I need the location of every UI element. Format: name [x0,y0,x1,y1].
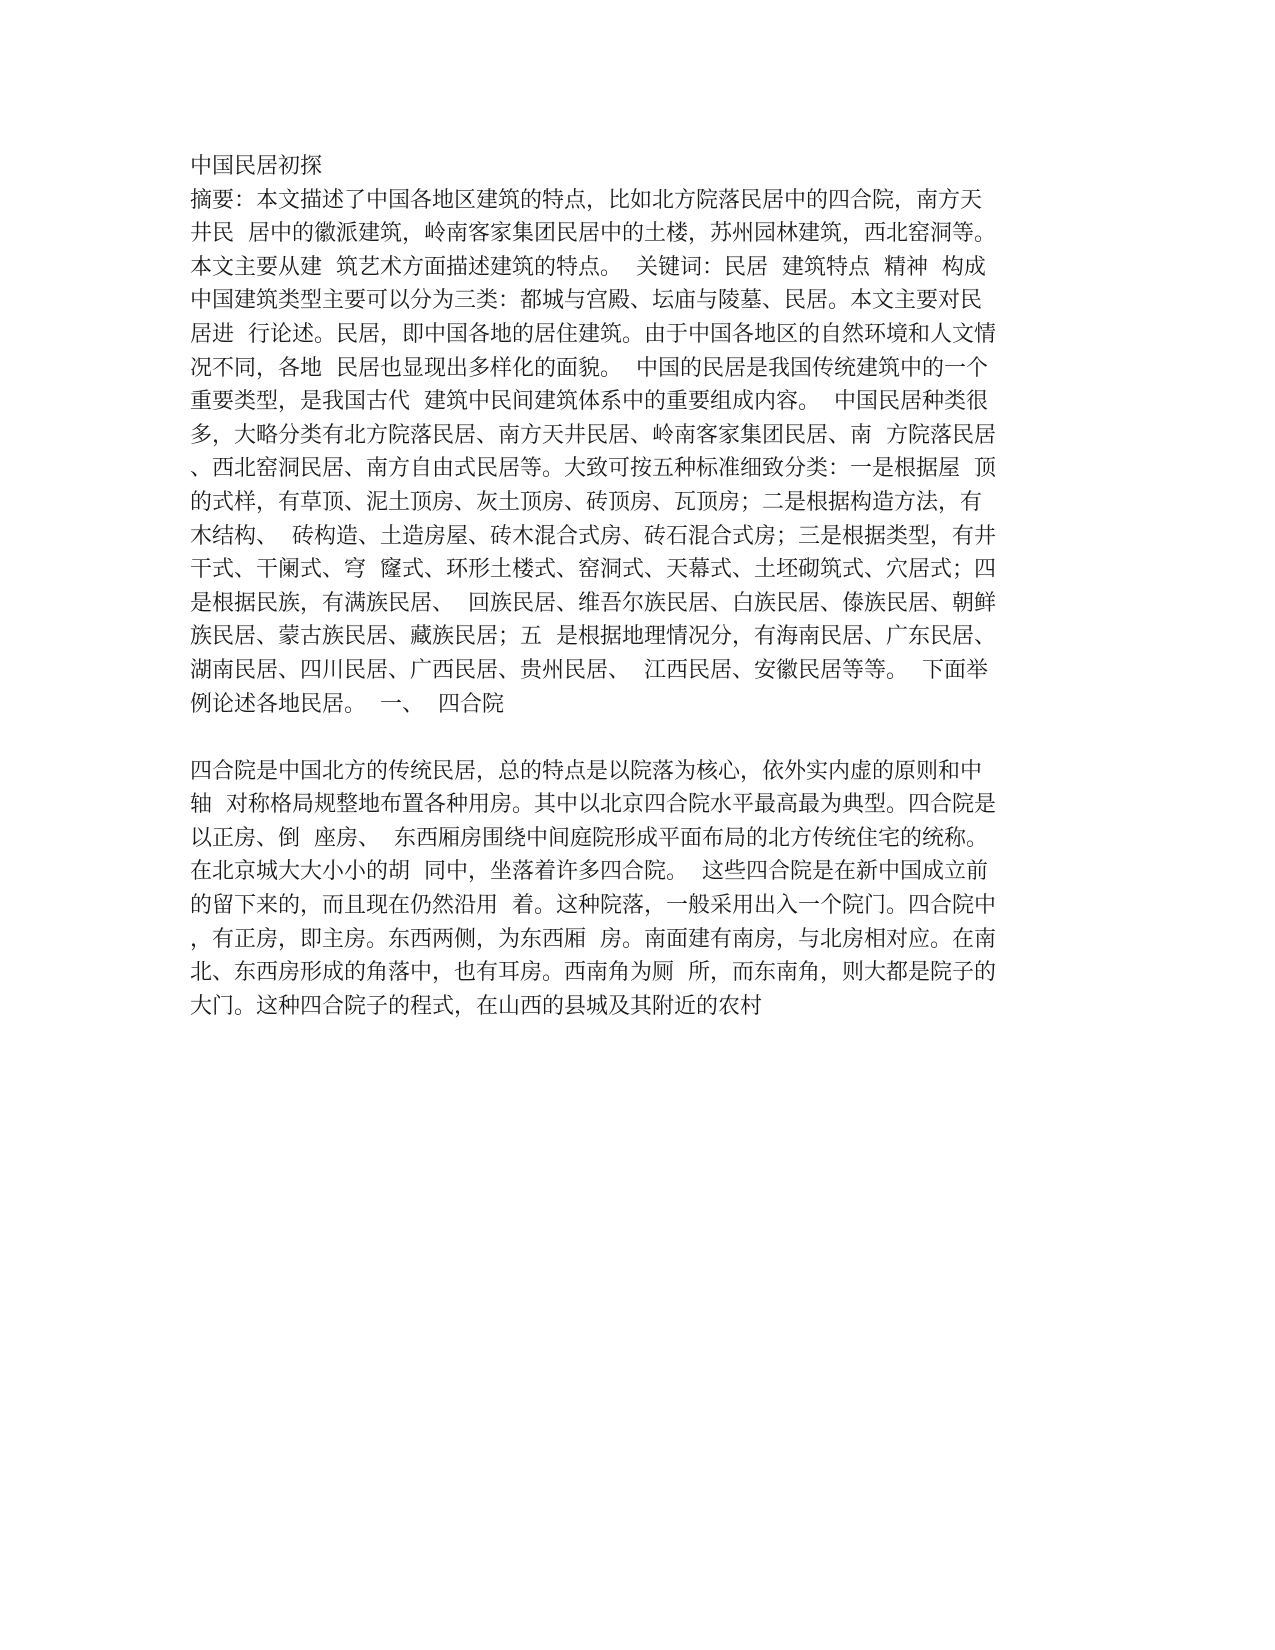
text-line: 中国建筑类型主要可以分为三类：都城与宫殿、坛庙与陵墓、民居。本文主要对民 [190,288,983,314]
text-line: 摘要：本文描述了中国各地区建筑的特点，比如北方院落民居中的四合院，南方天 [190,187,983,213]
text-line: 井民 居中的徽派建筑，岭南客家集团民居中的土楼，苏州园林建筑，西北窑洞等。 [190,221,996,247]
text-line: 北、东西房形成的角落中，也有耳房。西南角为厕 所，而东南角，则大都是院子的 [190,960,996,986]
siheyuan-paragraph [190,755,1090,1024]
text-line: 重要类型，是我国古代 建筑中民间建筑体系中的重要组成内容。 中国民居种类很 [190,389,988,415]
abstract-paragraph [190,184,1090,722]
text-line: 、西北窑洞民居、南方自由式民居等。大致可按五种标准细致分类：一是根据屋 顶 [190,456,996,482]
text-line: 轴 对称格局规整地布置各种用房。其中以北京四合院水平最高最为典型。四合院是 [190,792,996,818]
text-line: 况不同，各地 民居也显现出多样化的面貌。 中国的民居是我国传统建筑中的一个 [190,355,988,381]
text-line: 在北京城大大小小的胡 同中，坐落着许多四合院。 这些四合院是在新中国成立前 [190,859,988,885]
text-line: ，有正房，即主房。东西两侧，为东西厢 房。南面建有南房，与北房相对应。在南 [190,926,996,952]
text-line: 大门。这种四合院子的程式，在山西的县城及其附近的农村 [190,993,763,1019]
text-line: 的式样，有草顶、泥土顶房、灰土顶房、砖顶房、瓦顶房；二是根据构造方法，有 [190,489,983,515]
text-line: 四合院是中国北方的传统民居，总的特点是以院落为核心，依外实内虚的原则和中 [190,758,983,784]
text-line: 干式、干阑式、穹 窿式、环形土楼式、窑洞式、天幕式、土坯砌筑式、穴居式；四 [190,557,996,583]
text-line: 的留下来的，而且现在仍然沿用 着。这种院落，一般采用出入一个院门。四合院中 [190,893,996,919]
document-page [190,150,1090,1023]
text-line: 多，大略分类有北方院落民居、南方天井民居、岭南客家集团民居、南 方院落民居 [190,422,996,448]
text-line: 以正房、倒 座房、 东西厢房围绕中间庭院形成平面布局的北方传统住宅的统称。 [190,825,988,851]
text-line: 族民居、蒙古族民居、藏族民居；五 是根据地理情况分，有海南民居、广东民居、 [190,624,996,650]
text-line: 是根据民族，有满族民居、 回族民居、维吾尔族民居、白族民居、傣族民居、朝鲜 [190,590,996,616]
text-line: 居进 行论述。民居，即中国各地的居住建筑。由于中国各地区的自然环境和人文情 [190,321,996,347]
text-line: 本文主要从建 筑艺术方面描述建筑的特点。 关键词：民居 建筑特点 精神 构成 [190,254,986,280]
document-title: 中国民居初探 [190,154,323,179]
text-line: 湖南民居、四川民居、广西民居、贵州民居、 江西民居、安徽民居等等。 下面举 [190,657,988,683]
text-line: 例论述各地民居。 一、 四合院 [190,691,504,717]
text-line: 木结构、 砖构造、土造房屋、砖木混合式房、砖石混合式房；三是根据类型，有井 [190,523,996,549]
paragraph-gap [190,721,1090,755]
